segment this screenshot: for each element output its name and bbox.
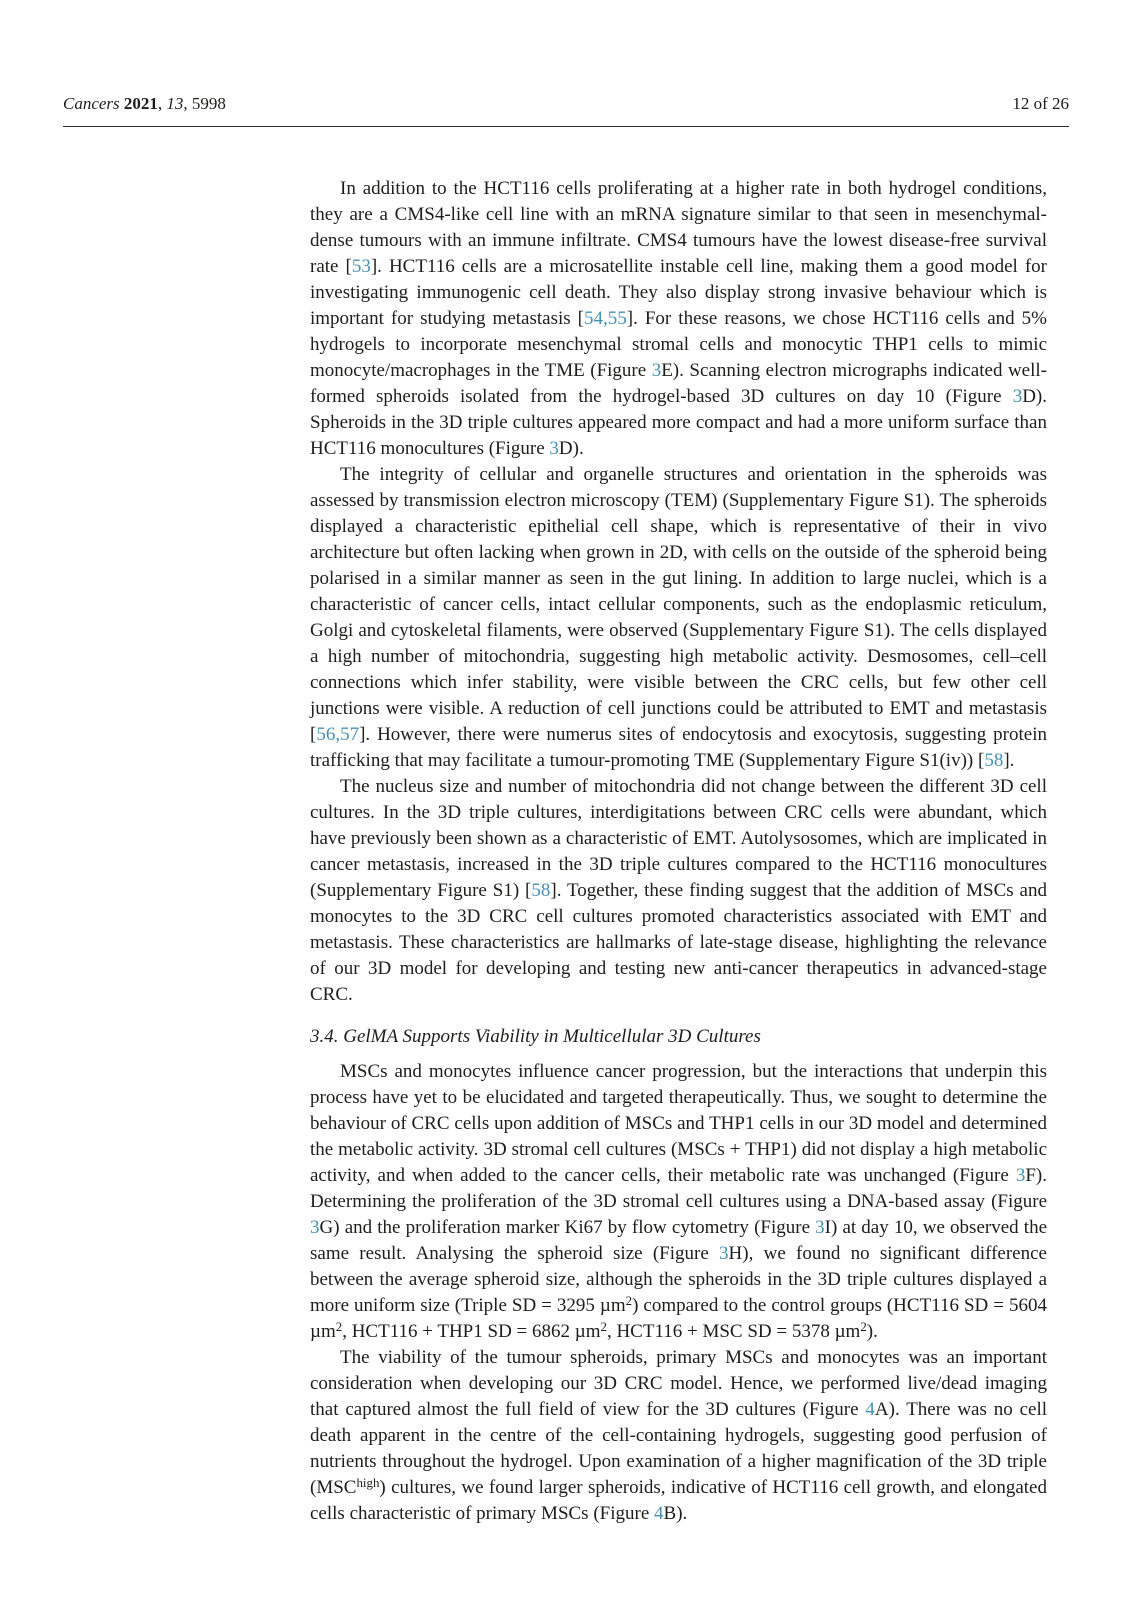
- article-body: [310, 176, 1047, 1527]
- text-run: Cancers: [63, 94, 124, 113]
- text-run: 2: [335, 1319, 343, 1335]
- page-header: [63, 94, 1069, 114]
- citation-link[interactable]: 4: [654, 1503, 664, 1524]
- text-run: ) cultures, we found larger spheroids, indicative of HCT116 cell growth, and elongated cells characteristic of primary MSCs (Figure: [310, 1477, 1047, 1524]
- paragraph-4: [310, 1059, 1047, 1345]
- text-run: 2: [600, 1319, 607, 1335]
- citation-link[interactable]: 4: [865, 1399, 875, 1420]
- text-run: G) and the proliferation marker Ki67 by flow cytometry (Figure: [319, 1217, 816, 1238]
- text-run: H), we found no significant difference between the average spheroid size, although the spheroids in the 3D triple cultures displayed a more uniform size (Triple SD = 3295 µm: [310, 1243, 1047, 1316]
- text-run: ].: [1003, 750, 1015, 771]
- text-run: The integrity of cellular and organelle structures and orientation in the spheroids was assessed by transmission electron microscopy (TEM) (Supplementary Figure S1). The spheroids displayed a characteristic epithelial cell shape, which is representative of their in vivo architecture but often lacking when grown in 2D, with cells on the outside of the spheroid being polarised in a similar manner as seen in the gut lining. In addition to large nuclei, which is a characteristic of cancer cells, intact cellular components, such as the endoplasmic reticulum, Golgi and cytoskeletal filaments, were observed (Supplementary Figure S1). The cells displayed a high number of mitochondria, suggesting high metabolic activity. Desmosomes, cell–cell connections which infer stability, were visible between the CRC cells, but few other cell junctions were visible. A reduction of cell junctions could be attributed to EMT and metastasis [: [310, 464, 1047, 745]
- journal-citation: [63, 94, 226, 114]
- text-run: A). There was no cell death apparent in the centre of the cell-containing hydrogels, suggesting good perfusion of nutrients throughout the hydrogel. Upon examination of a higher magnification of the 3D triple (MSC: [310, 1399, 1047, 1498]
- text-run: , HCT116 + MSC SD = 5378 µm: [606, 1321, 861, 1342]
- paragraph-5: [310, 1345, 1047, 1527]
- paragraph-2: [310, 462, 1047, 774]
- citation-link[interactable]: 54,55: [584, 308, 627, 329]
- citation-link[interactable]: 3: [549, 438, 559, 459]
- text-run: ]. Together, these finding suggest that the addition of MSCs and monocytes to the 3D CRC cell cultures promoted characteristics associated with EMT and metastasis. These characteristics are hallmarks of late-stage disease, highlighting the relevance of our 3D model for developing and testing new anti-cancer therapeutics in advanced-stage CRC.: [310, 880, 1047, 1005]
- citation-link[interactable]: 3: [1015, 1165, 1026, 1186]
- text-run: ]. However, there were numerus sites of endocytosis and exocytosis, suggesting protein trafficking that may facilitate a tumour-promoting TME (Supplementary Figure S1(iv)) [: [310, 724, 1047, 771]
- citation-link[interactable]: 3: [815, 1217, 825, 1238]
- text-run: high: [356, 1475, 380, 1491]
- text-run: I) at day 10, we observed the same result. Analysing the spheroid size (Figure: [310, 1217, 1047, 1264]
- text-run: , 5998: [183, 94, 226, 113]
- text-run: ]. For these reasons, we chose HCT116 cells and 5% hydrogels to incorporate mesenchymal stromal cells and monocytic THP1 cells to mimic monocyte/macrophages in the TME (Figure: [310, 308, 1048, 381]
- text-run: MSCs and monocytes influence cancer progression, but the interactions that underpin this process have yet to be elucidated and targeted therapeutically. Thus, we sought to determine the behaviour of CRC cells upon addition of MSCs and THP1 cells in our 3D model and determined the metabolic activity. 3D stromal cell cultures (MSCs + THP1) did not display a high metabolic activity, and when added to the cancer cells, their metabolic rate was unchanged (Figure: [310, 1061, 1047, 1186]
- text-run: The nucleus size and number of mitochondria did not change between the different 3D cell cultures. In the 3D triple cultures, interdigitations between CRC cells were abundant, which have previously been shown as a characteristic of EMT. Autolysosomes, which are implicated in cancer metastasis, increased in the 3D triple cultures compared to the HCT116 monocultures (Supplementary Figure S1) [: [310, 776, 1047, 901]
- text-run: 13: [166, 94, 184, 113]
- citation-link[interactable]: 58: [984, 750, 1004, 771]
- text-run: In addition to the HCT116 cells proliferating at a higher rate in both hydrogel conditions, they are a CMS4-like cell line with an mRNA signature similar to that seen in mesenchymal-dense tumours with an immune infiltrate. CMS4 tumours have the lowest disease-free survival rate [: [310, 178, 1047, 277]
- citation-link[interactable]: 3: [651, 360, 662, 381]
- citation-link[interactable]: 53: [351, 256, 371, 277]
- section-heading-3-4: [310, 1024, 1047, 1050]
- citation-link[interactable]: 3: [310, 1217, 320, 1238]
- citation-link[interactable]: 3: [719, 1243, 729, 1264]
- text-run: ]. HCT116 cells are a microsatellite instable cell line, making them a good model for investigating immunogenic cell death. They also display strong invasive behaviour which is important for studying metastasis [: [310, 256, 1047, 329]
- text-run: , HCT116 + THP1 SD = 6862 µm: [342, 1321, 601, 1342]
- text-run: D).: [558, 438, 584, 459]
- page-number: 12 of 26: [1012, 94, 1069, 113]
- text-run: F). Determining the proliferation of the 3D stromal cell cultures using a DNA-based assay (Figure: [310, 1165, 1047, 1212]
- header-divider: [63, 126, 1069, 127]
- text-run: 2021: [123, 94, 158, 113]
- citation-link[interactable]: 56,57: [316, 724, 360, 745]
- citation-link[interactable]: 3: [1012, 386, 1023, 407]
- text-run: B).: [663, 1503, 688, 1524]
- text-run: 2: [860, 1319, 867, 1335]
- citation-link[interactable]: 58: [531, 880, 551, 901]
- paragraph-3: [310, 774, 1047, 1008]
- text-run: ).: [866, 1321, 878, 1342]
- text-run: 2: [625, 1293, 633, 1309]
- text-run: ) compared to the control groups (HCT116 SD = 5604 µm: [310, 1295, 1047, 1342]
- text-run: The viability of the tumour spheroids, primary MSCs and monocytes was an important consideration when developing our 3D CRC model. Hence, we performed live/dead imaging that captured almost the full field of view for the 3D cultures (Figure: [310, 1347, 1047, 1420]
- paragraph-1: [310, 176, 1047, 462]
- text-run: D). Spheroids in the 3D triple cultures appeared more compact and had a more uniform surface than HCT116 monocultures (Figure: [310, 386, 1047, 459]
- text-run: ,: [157, 94, 167, 113]
- text-run: 3.4. GelMA Supports Viability in Multicellular 3D Cultures: [310, 1026, 761, 1047]
- text-run: E). Scanning electron micrographs indicated well-formed spheroids isolated from the hydrogel-based 3D cultures on day 10 (Figure: [310, 360, 1047, 407]
